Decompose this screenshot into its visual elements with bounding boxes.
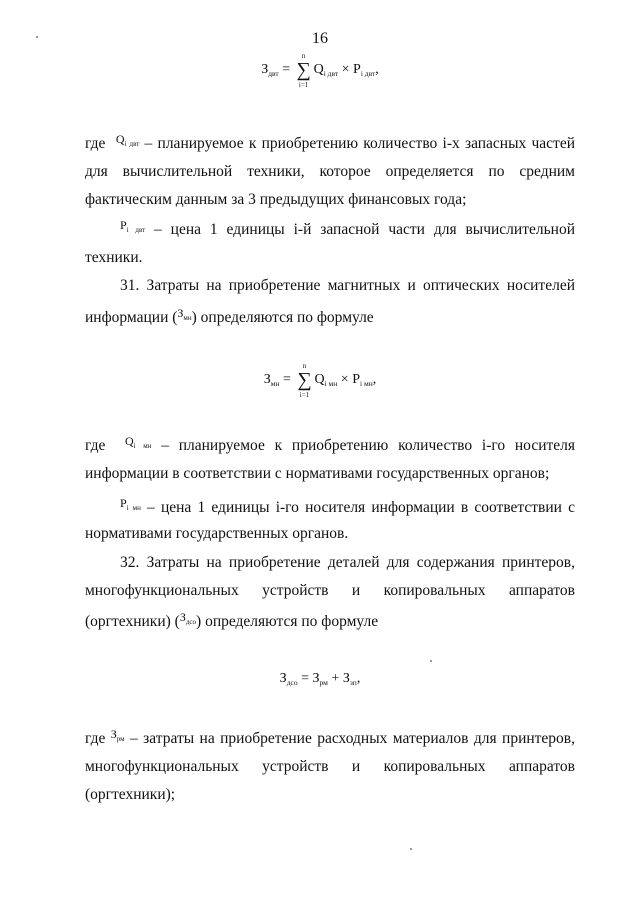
formula-dvt: $З_{двт}$ = n ∑ i=1 $Q_{i двт} \times P_{i двт}$,: [261, 52, 379, 89]
definition-z-rm: где $^{З_{рм}}$ – затраты на приобретение расходных материалов для принтеров,: [85, 727, 576, 747]
definition-q-mn: где $^{Q_{i мн}}$ – планируемое к приобретению количество i-го носителя: [85, 434, 576, 454]
formula-dso: $З_{дсо} = З_{рм} + З_{зп}$,: [279, 671, 361, 687]
scan-speck: [410, 848, 412, 850]
definition-p-mn-line2: нормативами государственных органов.: [85, 525, 349, 542]
item-31-line2: информации ($^{З_{мн}}$) определяются по формуле: [85, 306, 374, 326]
scan-speck: [36, 36, 38, 38]
item-31: 31. Затраты на приобретение магнитных и оптических носителей: [120, 277, 575, 294]
definition-q-dvt-line3: фактическим данным за 3 предыдущих финансовых года;: [85, 191, 467, 208]
definition-p-dvt: $^{P_{i двт}}$ – цена 1 единицы i-й запасной части для вычислительной: [120, 218, 575, 238]
definition-q-mn-line2: информации в соответствии с нормативами государственных органов;: [85, 465, 550, 482]
scan-speck: [430, 660, 432, 662]
definition-q-dvt-line2: для вычислительной техники, которое определяется по средним: [85, 163, 575, 180]
item-32-line3: (оргтехники) ($^{З_{дсо}}$) определяются по формуле: [85, 610, 379, 630]
item-32: 32. Затраты на приобретение деталей для содержания принтеров,: [120, 554, 575, 571]
definition-q-dvt: где $^{Q_{i двт}}$ – планируемое к приобретению количество i-х запасных частей: [85, 132, 576, 152]
definition-p-mn: $^{P_{i мн}}$ – цена 1 единицы i-го носителя информации в соответствии с: [120, 496, 576, 516]
sum-symbol: n ∑ i=1: [296, 52, 311, 89]
definition-z-rm-line3: (оргтехники);: [85, 786, 176, 803]
item-32-line2: многофункциональных устройств и копировальных аппаратов: [85, 582, 575, 599]
formula-mn: $З_{мн}$ = n ∑ i=1 $Q_{i мн} \times P_{i мн}$,: [263, 362, 377, 399]
page-number: 16: [312, 30, 328, 47]
sum-symbol: n ∑ i=1: [297, 362, 312, 399]
definition-z-rm-line2: многофункциональных устройств и копировальных аппаратов: [85, 758, 575, 775]
definition-p-dvt-line2: техники.: [85, 249, 143, 266]
